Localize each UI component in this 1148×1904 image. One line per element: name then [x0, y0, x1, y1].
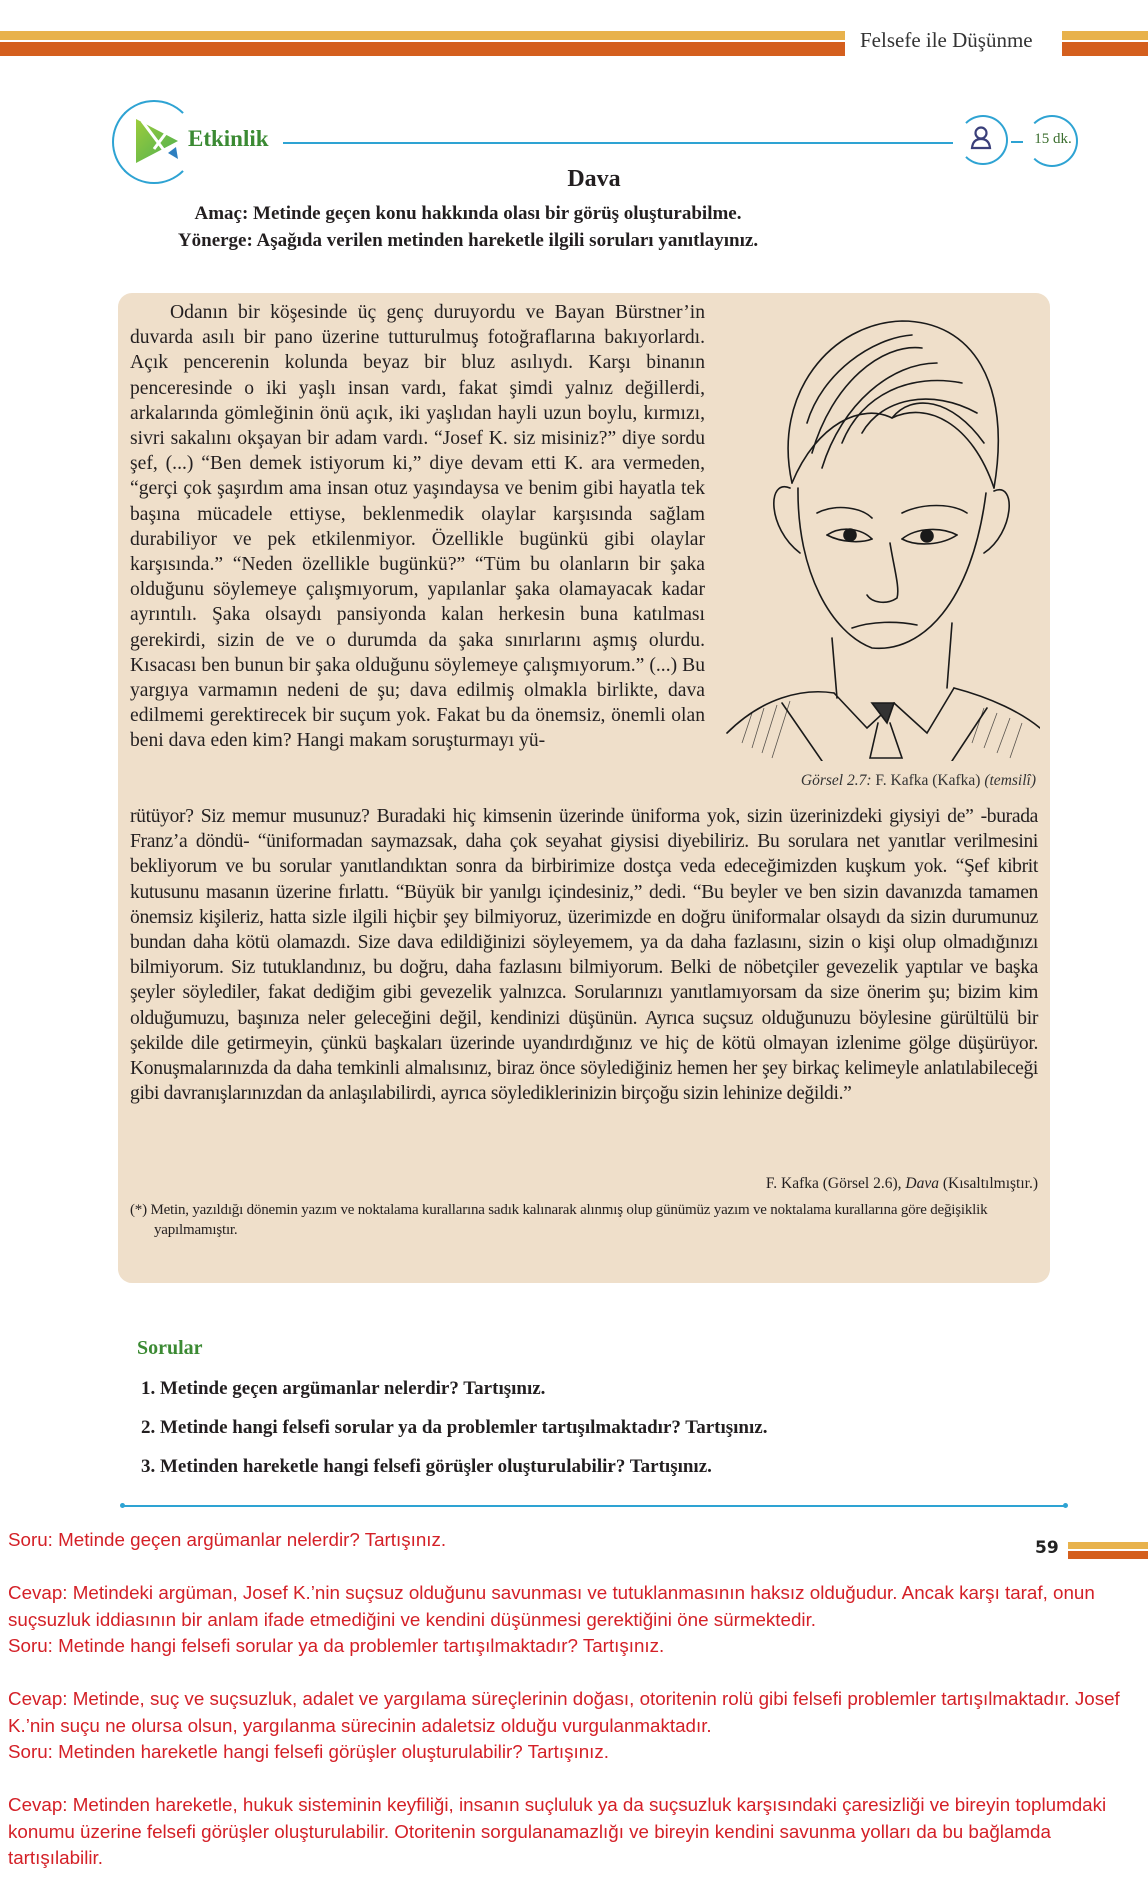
- source-author: F. Kafka (Görsel 2.6),: [765, 1175, 906, 1192]
- page-number: 59: [1035, 1538, 1059, 1558]
- aim-text: Amaç: Metinde geçen konu hakkında olası bir görüş oluşturabilme.: [194, 203, 742, 224]
- caption-text: F. Kafka (Kafka): [871, 772, 985, 789]
- instruction-text: Yönerge: Aşağıda verilen metinden hareketle ilgili soruları yanıtlayınız.: [177, 230, 759, 251]
- question-item: 2. Metinde hangi felsefi sorular ya da problemler tartışılmaktadır? Tartışınız.: [141, 1417, 768, 1438]
- footnote: (*) Metin, yazıldığı dönemin yazım ve noktalama kurallarına sadık kalınarak alınmış olup günümüz yazım ve noktalama kurallarına göre değişiklik yapılmamıştır.: [130, 1202, 988, 1238]
- reading-text-column: [130, 300, 705, 754]
- etkinlik-label: Etkinlik: [188, 126, 269, 151]
- section-divider: [122, 1505, 1066, 1507]
- header-bar-orange-right: [1062, 42, 1148, 56]
- caption-note: (temsilî): [984, 772, 1036, 789]
- answer-question: Soru: Metinde geçen argümanlar nelerdir? Tartışınız.: [8, 1529, 447, 1550]
- divider-dot: [1063, 1503, 1068, 1508]
- source-note: (Kısaltılmıştır.): [938, 1175, 1038, 1192]
- header-bar-yellow-right: [1062, 31, 1148, 40]
- banner-rule: [283, 142, 953, 144]
- header-bar-orange: [0, 42, 845, 56]
- question-item: 1. Metinde geçen argümanlar nelerdir? Tartışınız.: [141, 1378, 546, 1399]
- caption-label: Görsel 2.7:: [800, 772, 872, 789]
- answer-question: Soru: Metinde hangi felsefi sorular ya da problemler tartışılmaktadır? Tartışınız.: [8, 1635, 665, 1656]
- book-title: Felsefe ile Düşünme: [860, 28, 1033, 52]
- reading-paragraph: Odanın bir köşesinde üç genç duruyordu ve Bayan Bürstner’in duvarda asılı bir pano üzerine tutturulmuş fotoğraflarına bakıyorlardı. Açık pencerenin kolunda beyaz bir bluz asılıydı. Karşı binanın penceresinde o iki yaşlı insan vardı, fakat şimdi yalnız değillerdi, arkalarında gömleğinin önü açık, iki yaşlıdan hayli uzun boylu, kırmızı, sivri sakalını okşayan bir adam vardı. “Josef K. siz misiniz?” diye sordu şef, (...) “Ben demek istiyorum ki,” diye devam etti K. ara vermeden, “gerçi çok şaşırdım ama insan otuz yaşındaysa ve benim gibi hayatla tek başına mücadele ettiyse, beklenmedik olaylar karşısında sağlam durabiliyor ve pek etkilenmiyor. Özellikle bugünkü gibi olaylar karşısında.” “Neden özellikle bugünkü?” “Tüm bu olanların bir şaka olduğunu söylemeye çalışmıyorum, yapılanlar şaka olamayacak kadar ayrıntılı. Şaka olsaydı pansiyonda kalan herkesin buna katılması gerekirdi, sizin de ve o durumda da şaka sınırlarını aşmış olurdu. Kısacası ben bunun bir şaka olduğunu söylemeye çalışmıyorum.” (...) Bu yargıya varmamın nedeni de şu; dava edilmiş olmakla birlikte, dava edilmemi gerektirecek bir suçum yok. Fakat bu da önemsiz, önemli olan beni dava eden kim? Hangi makam soruşturmayı yü-: [130, 302, 705, 752]
- answer-question: Soru: Metinden hareketle hangi felsefi görüşler oluşturulabilir? Tartışınız.: [8, 1741, 609, 1762]
- questions-title: Sorular: [137, 1337, 203, 1359]
- answer-text: Cevap: Metindeki argüman, Josef K.’nin suçsuz olduğunu savunması ve tutuklanmasının haksız olduğudur. Ancak karşı taraf, onun suçsuzluk iddiasının bir anlam ifade etmediğini ve kendini düşünmesi gerektiğini öne sürmektedir.: [8, 1582, 1095, 1630]
- answer-text: Cevap: Metinden hareketle, hukuk sisteminin keyfiliği, insanın suçluluk ya da suçsuzluk karşısındaki çaresizliği ve bireyin toplumdaki konumu üzerine felsefi görüşler oluşturulabilir. Otoritenin sorgulanamazlığı ve bireyin kendini savunma yolları da bu bağlamda tartışılabilir.: [8, 1794, 1107, 1868]
- divider-dot: [120, 1503, 125, 1508]
- activity-title: Dava: [567, 166, 621, 192]
- image-caption: [720, 772, 1036, 790]
- header-bar-yellow: [0, 31, 845, 40]
- source-work: Dava: [905, 1175, 939, 1192]
- answers-block: [8, 1527, 1138, 1872]
- source-citation: [130, 1175, 1038, 1193]
- duration-label: 15 dk.: [1034, 131, 1072, 147]
- question-item: 3. Metinden hareketle hangi felsefi görüşler oluşturulabilir? Tartışınız.: [141, 1456, 712, 1477]
- etkinlik-play-icon: [132, 115, 182, 167]
- reading-text-full: rütüyor? Siz memur musunuz? Buradaki hiç kimsenin üzerinde üniforma yok, sizin üzerinizdeki giysiyi de” -burada Franz’a döndü- “üniformadan saymazsak, daha çok seyahat giysisi diyebiliriz. Bu sorulara net yanıtlar verilmesini bekliyorum ve bu sorular yanıtlandıktan sonra da birbirimize dostça veda edeceğimizden kuşkum yok. “Şef kibrit kutusunu masanın üzerine fırlattı. “Büyük bir yanılgı içindesiniz,” dedi. “Bu beyler ve ben sizin davanızda tamamen önemsiz kişileriz, hatta sizle ilgili hiçbir şey bilmiyoruz, üzerimizde en doğru üniformalar olsaydı da sizin durumunuz bundan daha kötü olamazdı. Size dava edildiğinizi söyleyemem, ya da daha fazlasını, sizin o kişi olup olmadığınızı bilmiyorum. Siz tutuklandınız, bu doğru, daha fazlasını bilmiyorum. Belki de nöbetçiler gevezelik yaptılar ve başka şeyler söylediler, fakat dediğim gibi gevezelik yalnızca. Sorularınızı yanıtlamıyorsam da size önerim şu; bizim kim olduğumuzu, başınıza neler geleceğini değil, kendinizi düşünün. Ayrıca suçsuz olduğunuzu böylesine gürültülü bir şekilde dile getirmeyin, çünkü başkaları üzerinde uyandırdığınız ve hiç de kötü olmayan izlenime gölge düşürüyor. Konuşmalarınızda da daha temkinli almalısınız, biraz önce söylediğiniz hemen her şey birkaç kelimeyle anlatılabileceği gibi davranışlarınızdan da anlaşılabilirdi, ayrıca söylediklerinizin birçoğu sizin lehinize değildi.”: [130, 806, 1038, 1105]
- kafka-portrait-image: [722, 303, 1040, 761]
- user-icon: [970, 126, 992, 150]
- answer-text: Cevap: Metinde, suç ve suçsuzluk, adalet ve yargılama süreçlerinin doğası, otoritenin rolü gibi felsefi problemler tartışılmaktadır. Josef K.’nin suçu ne olursa olsun, yargılanma sürecinin adaletsiz olduğu vurgulanmaktadır.: [8, 1688, 1120, 1736]
- aim-block: [124, 200, 812, 254]
- banner-dash: [1011, 141, 1023, 143]
